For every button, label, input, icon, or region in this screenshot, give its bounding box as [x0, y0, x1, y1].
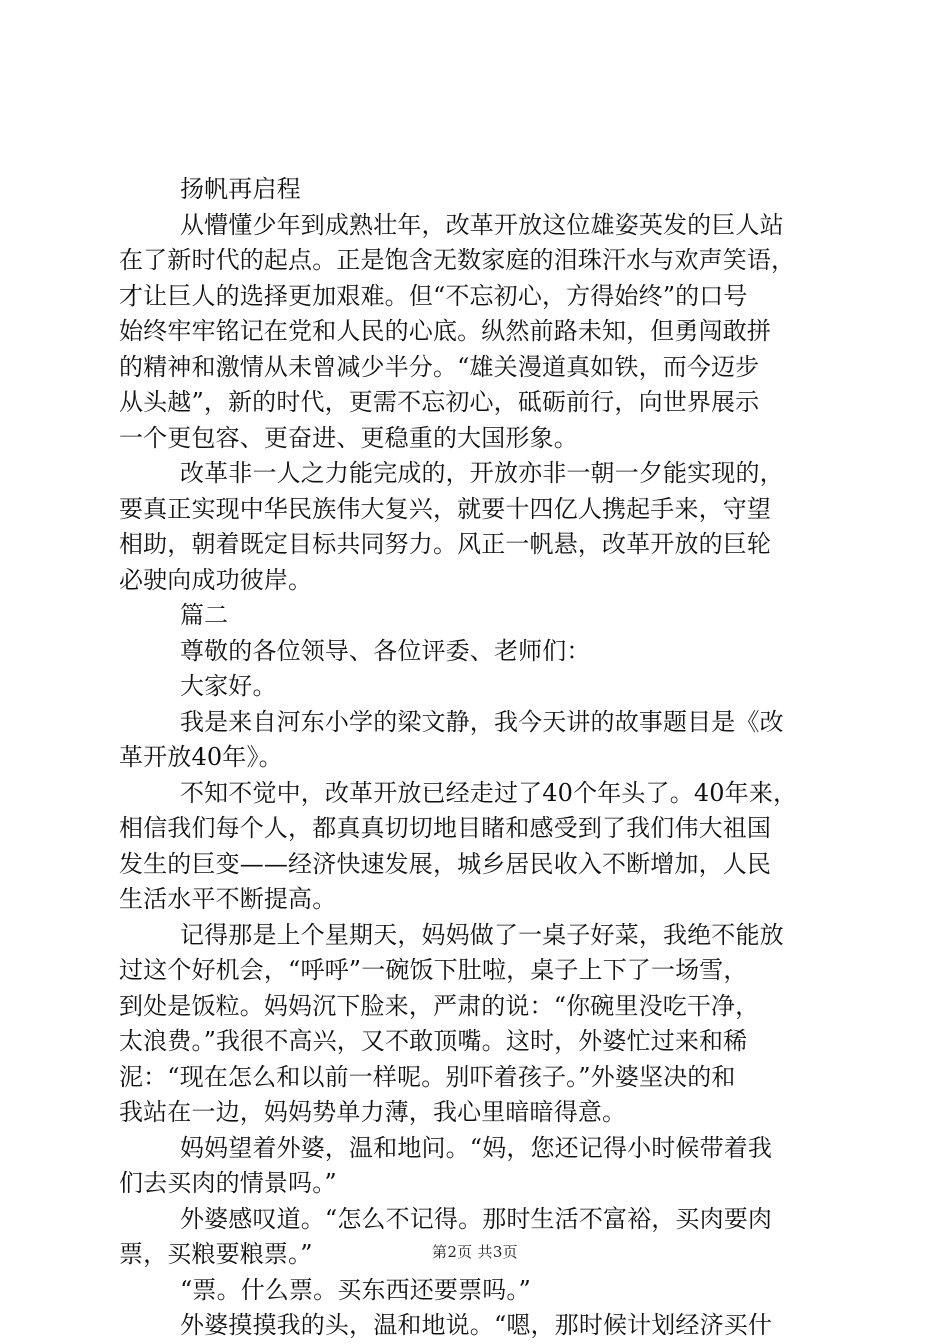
text-line: 从头越”，新的时代，更需不忘初心，砥砺前行，向世界展示 — [119, 388, 760, 416]
section-title: 扬帆再启程 — [180, 175, 301, 203]
text-line: 从懵懂少年到成熟壮年，改革开放这位雄姿英发的巨人站 — [180, 210, 784, 239]
text-line: 一个更包容、更奋进、更稳重的大国形象。 — [119, 423, 578, 452]
text-line: 的精神和激情从未曾减少半分。“雄关漫道真如铁，而今迈步 — [119, 352, 760, 381]
text-line: 在了新时代的起点。正是饱含无数家庭的泪珠汗水与欢声笑语， — [119, 246, 796, 274]
text-line: 们去买肉的情景吗。” — [119, 1169, 337, 1197]
text-line: 我站在一边，妈妈势单力薄，我心里暗暗得意。 — [119, 1098, 627, 1126]
text-line: 革开放40年》。 — [119, 743, 283, 771]
text-line: 不知不觉中，改革开放已经走过了40个年头了。40年来， — [180, 778, 798, 807]
page-footer: 第2页 共3页 — [432, 1243, 518, 1261]
text-line: 要真正实现中华民族伟大复兴，就要十四亿人携起手来，守望 — [119, 494, 772, 523]
text-line: 发生的巨变——经济快速发展，城乡居民收入不断增加，人民 — [119, 849, 772, 878]
text-line: 过这个好机会，“呼呼”一碗饭下肚啦，桌子上下了一场雪， — [119, 956, 748, 984]
text-line: 我是来自河东小学的梁文静，我今天讲的故事题目是《改 — [180, 707, 784, 736]
text-line: 相信我们每个人，都真真切切地目睹和感受到了我们伟大祖国 — [119, 814, 772, 842]
document-body — [119, 172, 835, 1344]
text-line: 相助，朝着既定目标共同努力。风正一帆悬，改革开放的巨轮 — [119, 530, 772, 558]
text-line: 妈妈望着外婆，温和地问。“妈，您还记得小时候带着我 — [180, 1133, 773, 1162]
text-line: “票。什么票。买东西还要票吗。” — [180, 1275, 531, 1304]
text-line: 改革非一人之力能完成的，开放亦非一朝一夕能实现的， — [180, 459, 784, 487]
text-line: 才让巨人的选择更加艰难。但“不忘初心，方得始终”的口号 — [119, 281, 748, 310]
text-line: 到处是饭粒。妈妈沉下脸来，严肃的说：“你碗里没吃干净， — [119, 991, 760, 1020]
text-line: 生活水平不断提高。 — [119, 885, 337, 913]
text-line: 外婆摸摸我的头，温和地说。“嗯，那时候计划经济买什 — [180, 1311, 773, 1339]
text-line: 太浪费。”我很不高兴，又不敢顶嘴。这时，外婆忙过来和稀 — [119, 1027, 748, 1055]
text-line: 记得那是上个星期天，妈妈做了一桌子好菜，我绝不能放 — [180, 920, 784, 949]
text-line: 始终牢牢铭记在党和人民的心底。纵然前路未知，但勇闯敢拼 — [119, 317, 772, 345]
text-line: 外婆感叹道。“怎么不记得。那时生活不富裕，买肉要肉 — [180, 1204, 773, 1233]
text-line: 泥：“现在怎么和以前一样呢。别吓着孩子。”外婆坚决的和 — [119, 1062, 736, 1091]
text-line: 尊敬的各位领导、各位评委、老师们： — [180, 636, 591, 665]
text-line: 篇二 — [180, 601, 229, 629]
text-line: 票，买粮要粮票。” — [119, 1240, 313, 1268]
text-line: 必驶向成功彼岸。 — [119, 565, 313, 594]
text-line: 大家好。 — [180, 672, 277, 700]
